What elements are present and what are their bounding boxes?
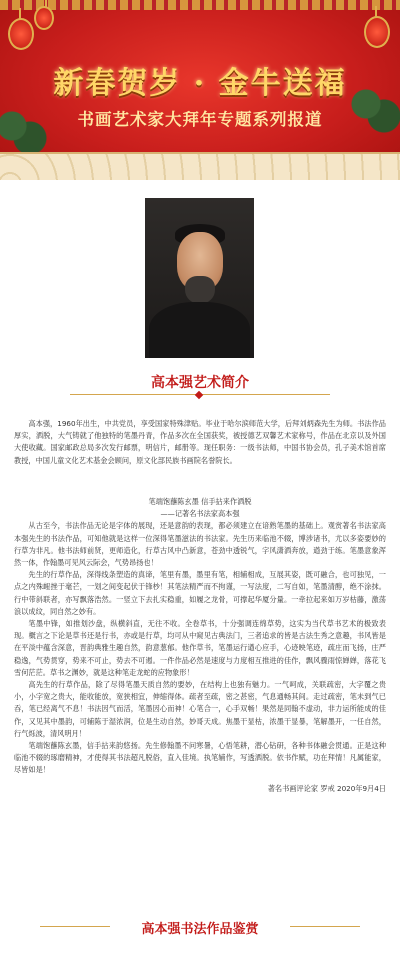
- essay-paragraph: 笔端饱蘸陈玄墨，信手拈来韵悠扬。先生修翰墨不问寒暑，心悟笔耕，潜心钻研，各种书体融会贯通。正是这种临池不辍的琢磨精神，才使得其书法超凡脱俗，直入佳境。执笔辅作，写透洒脱。依书作赋，功在拜情！凡属能家，尽皆如是！: [14, 741, 386, 775]
- essay-paragraph: 从古至今，书法作品无论是字体的展现，还是意韵的表现，都必须建立在谙熟笔墨的基础上。观赏著名书法家高本强先生的书法作品，可知他就是这样一位深得笔墨滋法的书法家。先生历来临池不辍，博涉诸书，尤以多姿要妙的行草为非凡。他书法师前贤，更师造化，行草古风中凸新意，苍劲中透锐气，字风潇洒奔放，遒劲于练。笔墨意象浑然一体，作翰墨可见风云际会，气势昂扬也！: [14, 521, 386, 568]
- essay-paragraph: 笔墨中锋，如推划沙盘，纵横斜直，无往不收。全卷草书，十分强调连绵草势，这实为当代草书艺术的极致表现。概言之下论是草书还是行书，亦或是行草，均可从中窥见古典法门，三者追求的皆是古法生秀之意趣，书风皆是在平淡中蕴含深意，晋韵典雅生趣自然，韵意葱郁。他作草书，笔墨运行遒心应手，心迹映笔迹，疏庄而飞扬，庄严稳逸，气势贯穿，势来不可止，势去不可遏。一件作品必然是速度与力度相互推进的佳作，飘风骤雨惊婵婵，落花飞雪何茫茫。草书之渊妙，就是这种笔走龙蛇的应物象形！: [14, 619, 386, 677]
- bio-paragraph: 高本强，1960年出生，中共党员，享受国家特殊津贴。毕业于哈尔滨师范大学，后拜刘炳森先生为师。书法作品厚实，洒脱，大气铸就了他独特的笔墨丹青，作品多次在全国获奖，被授德艺双馨艺术家称号，作品在北京以及外国大使收藏。国家邮政总局多次发行邮票，明信片，邮册等。现任职务：一级书法师，中国书协会员，孔子美术馆首席教授，中国儿童文化艺术基金会顾问，原文化部民族书画院名誉院长。: [14, 419, 386, 465]
- essay-byline: ——记著名书法家高本强: [160, 509, 240, 519]
- footer-title: 高本强书法作品鉴赏: [141, 922, 259, 937]
- lantern-icon: [8, 18, 34, 50]
- lantern-icon: [34, 6, 54, 30]
- lantern-icon: [364, 16, 390, 48]
- essay: [14, 496, 386, 795]
- section-divider: [70, 392, 330, 398]
- bio-text: [14, 418, 386, 467]
- section-title-bio: 高本强艺术简介: [151, 375, 249, 391]
- essay-signature: 著名书画评论家 罗戒 2020年9月4日: [267, 783, 386, 793]
- banner-pattern-border: [0, 0, 400, 10]
- artist-portrait: [145, 198, 254, 358]
- essay-paragraph: 高先生的行草作品，除了尽得笔墨天质自然的要妙，在结构上也独有魅力。一气呵成，关联疏密，大字覆之贵小，小字宽之贵大，能收能放，宽狭相宜，伸缩得体。疏者至疏，密之甚密，气息通畅其间。走过疏密，笔未到气已吞，笔已经离气不息！书法因气而活，笔墨因心而神！心笔合一，心手双畅！果然是同翰不虚动，非力运所能成的佳作，又见其中墨韵，可辅陈于湿浓润，位是生动自然，妙哥天成。焦墨干显枯，浓墨干显暴，笔解墨开，一任自然，行气烁波，清风明月！: [14, 680, 386, 738]
- banner-title: 新春贺岁 · 金牛送福: [53, 66, 347, 101]
- essay-paragraph: 先生的行草作品，深得线条塑造的真谛，笔里有墨，墨里有笔，相辅相成，互展其姿，既可融合，也可独见，一点之内殊衄挫于毫芒，一划之间变起伏于锋杪！其笔法精严而不拘谨，一写法度，二写自如，笔墨清醇，绝不涂抹。行中带斜联者，亦写飘落浩然。一竖立下去扎实稳重，如履之龙骨，可撑起华厦分量。一牵拉起来如万岁枯藤，激荡浪以成纹，同自然之妙有。: [14, 570, 386, 616]
- footer-divider: [290, 926, 360, 927]
- auspicious-cloud-band: [0, 152, 400, 180]
- banner-subtitle: 书画艺术家大拜年专题系列报道: [77, 110, 323, 129]
- essay-title: 笔端饱蘸陈玄墨 信手拈来作洒脱: [148, 497, 252, 506]
- new-year-banner: [0, 0, 400, 180]
